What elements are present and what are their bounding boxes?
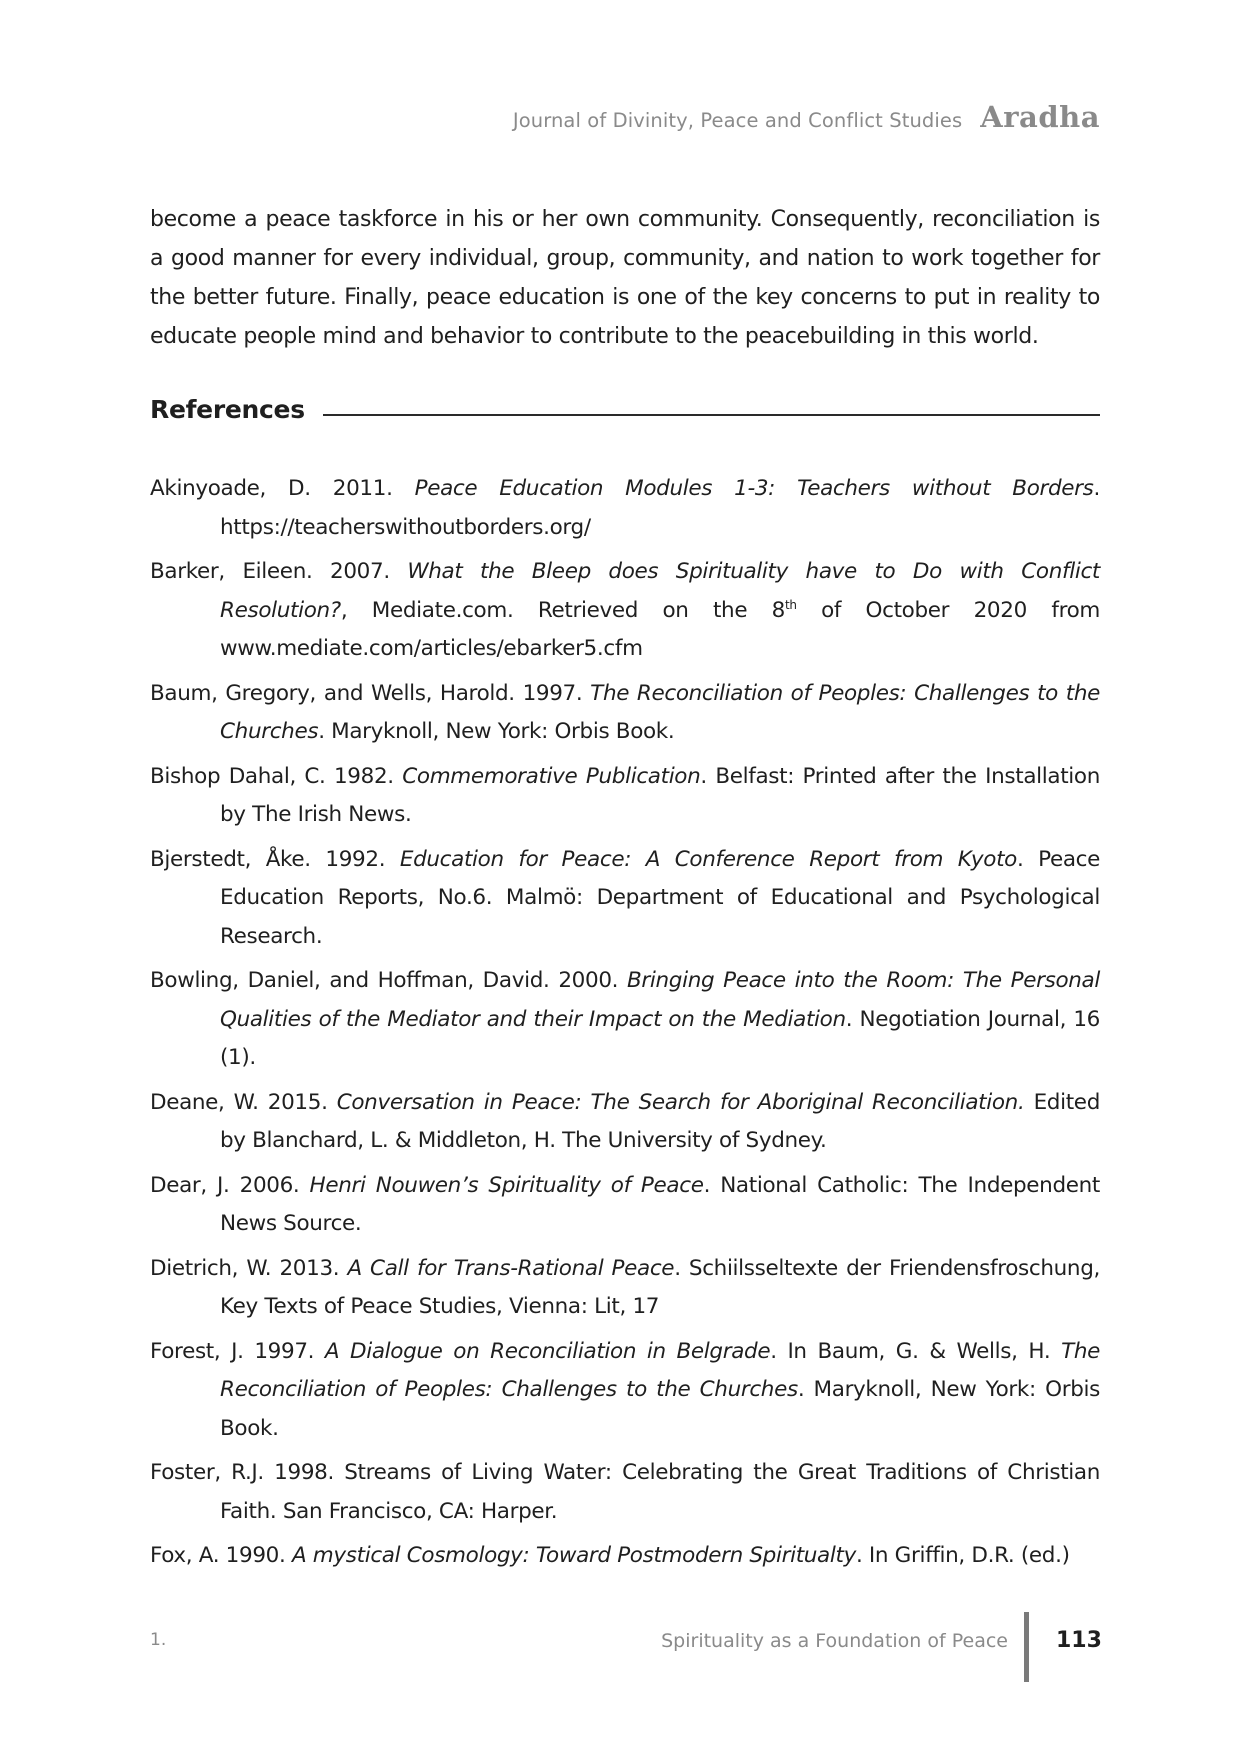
reference-entry: Baum, Gregory, and Wells, Harold. 1997. The Reconciliation of Peoples: Challenges to the Churches. Maryknoll, New York: Orbis Book. (150, 680, 1100, 744)
references-heading-row (150, 395, 1100, 424)
body-paragraph: become a peace taskforce in his or her own community. Consequently, reconciliation is a good manner for every individual, group, community, and nation to work together for the better future. Finally, peace education is one of the key concerns to put in reality to educate people mind and behavior to contribute to the peacebuilding in this world. (150, 207, 1100, 349)
reference-entry: Bjerstedt, Åke. 1992. Education for Peace: A Conference Report from Kyoto. Peace Education Reports, No.6. Malmö: Department of Educational and Psychological Research. (150, 846, 1100, 949)
reference-entry: Bishop Dahal, C. 1982. Commemorative Publication. Belfast: Printed after the Installation by The Irish News. (150, 763, 1100, 827)
references-heading: References (150, 395, 305, 424)
heading-rule (323, 414, 1100, 416)
reference-entry: Dietrich, W. 2013. A Call for Trans-Rational Peace. Schiilsseltexte der Friendensfroschung, Key Texts of Peace Studies, Vienna: Lit, 17 (150, 1255, 1100, 1319)
reference-entry: Bowling, Daniel, and Hoffman, David. 2000. Bringing Peace into the Room: The Personal Qualities of the Mediator and their Impact on the Mediation. Negotiation Journal, 16 (1). (150, 968, 1101, 1070)
journal-logo: Aradha (980, 100, 1100, 134)
reference-list (150, 470, 1100, 1582)
reference-entry: Dear, J. 2006. Henri Nouwen’s Spirituality of Peace. National Catholic: The Independent News Source. (150, 1172, 1100, 1236)
footer-article-title: Spirituality as a Foundation of Peace (661, 1630, 1008, 1652)
reference-entry: Fox, A. 1990. A mystical Cosmology: Toward Postmodern Spiritualty. In Griffin, D.R. (ed.) (150, 1543, 1070, 1568)
page-number: 113 (1056, 1628, 1102, 1653)
running-header (513, 100, 1100, 134)
reference-entry: Foster, R.J. 1998. Streams of Living Water: Celebrating the Great Traditions of Christian Faith. San Francisco, CA: Harper. (150, 1460, 1100, 1524)
footer-note: 1. (150, 1630, 167, 1650)
reference-entry: Akinyoade, D. 2011. Peace Education Modules 1-3: Teachers without Borders. https://teacherswithoutborders.org/ (150, 476, 1100, 540)
reference-entry: Forest, J. 1997. A Dialogue on Reconciliation in Belgrade. In Baum, G. & Wells, H. The Reconciliation of Peoples: Challenges to the Churches. Maryknoll, New York: Orbis Book. (150, 1338, 1100, 1441)
reference-entry: Deane, W. 2015. Conversation in Peace: The Search for Aboriginal Reconciliation. Edited by Blanchard, L. & Middleton, H. The University of Sydney. (150, 1089, 1100, 1153)
footer-divider (1024, 1612, 1029, 1682)
reference-entry: Barker, Eileen. 2007. What the Bleep does Spirituality have to Do with Conflict Resolution?, Mediate.com. Retrieved on the 8th of October 2020 from www.mediate.com/articles/ebarker5.cfm (150, 559, 1100, 661)
journal-title: Journal of Divinity, Peace and Conflict Studies (512, 109, 963, 132)
